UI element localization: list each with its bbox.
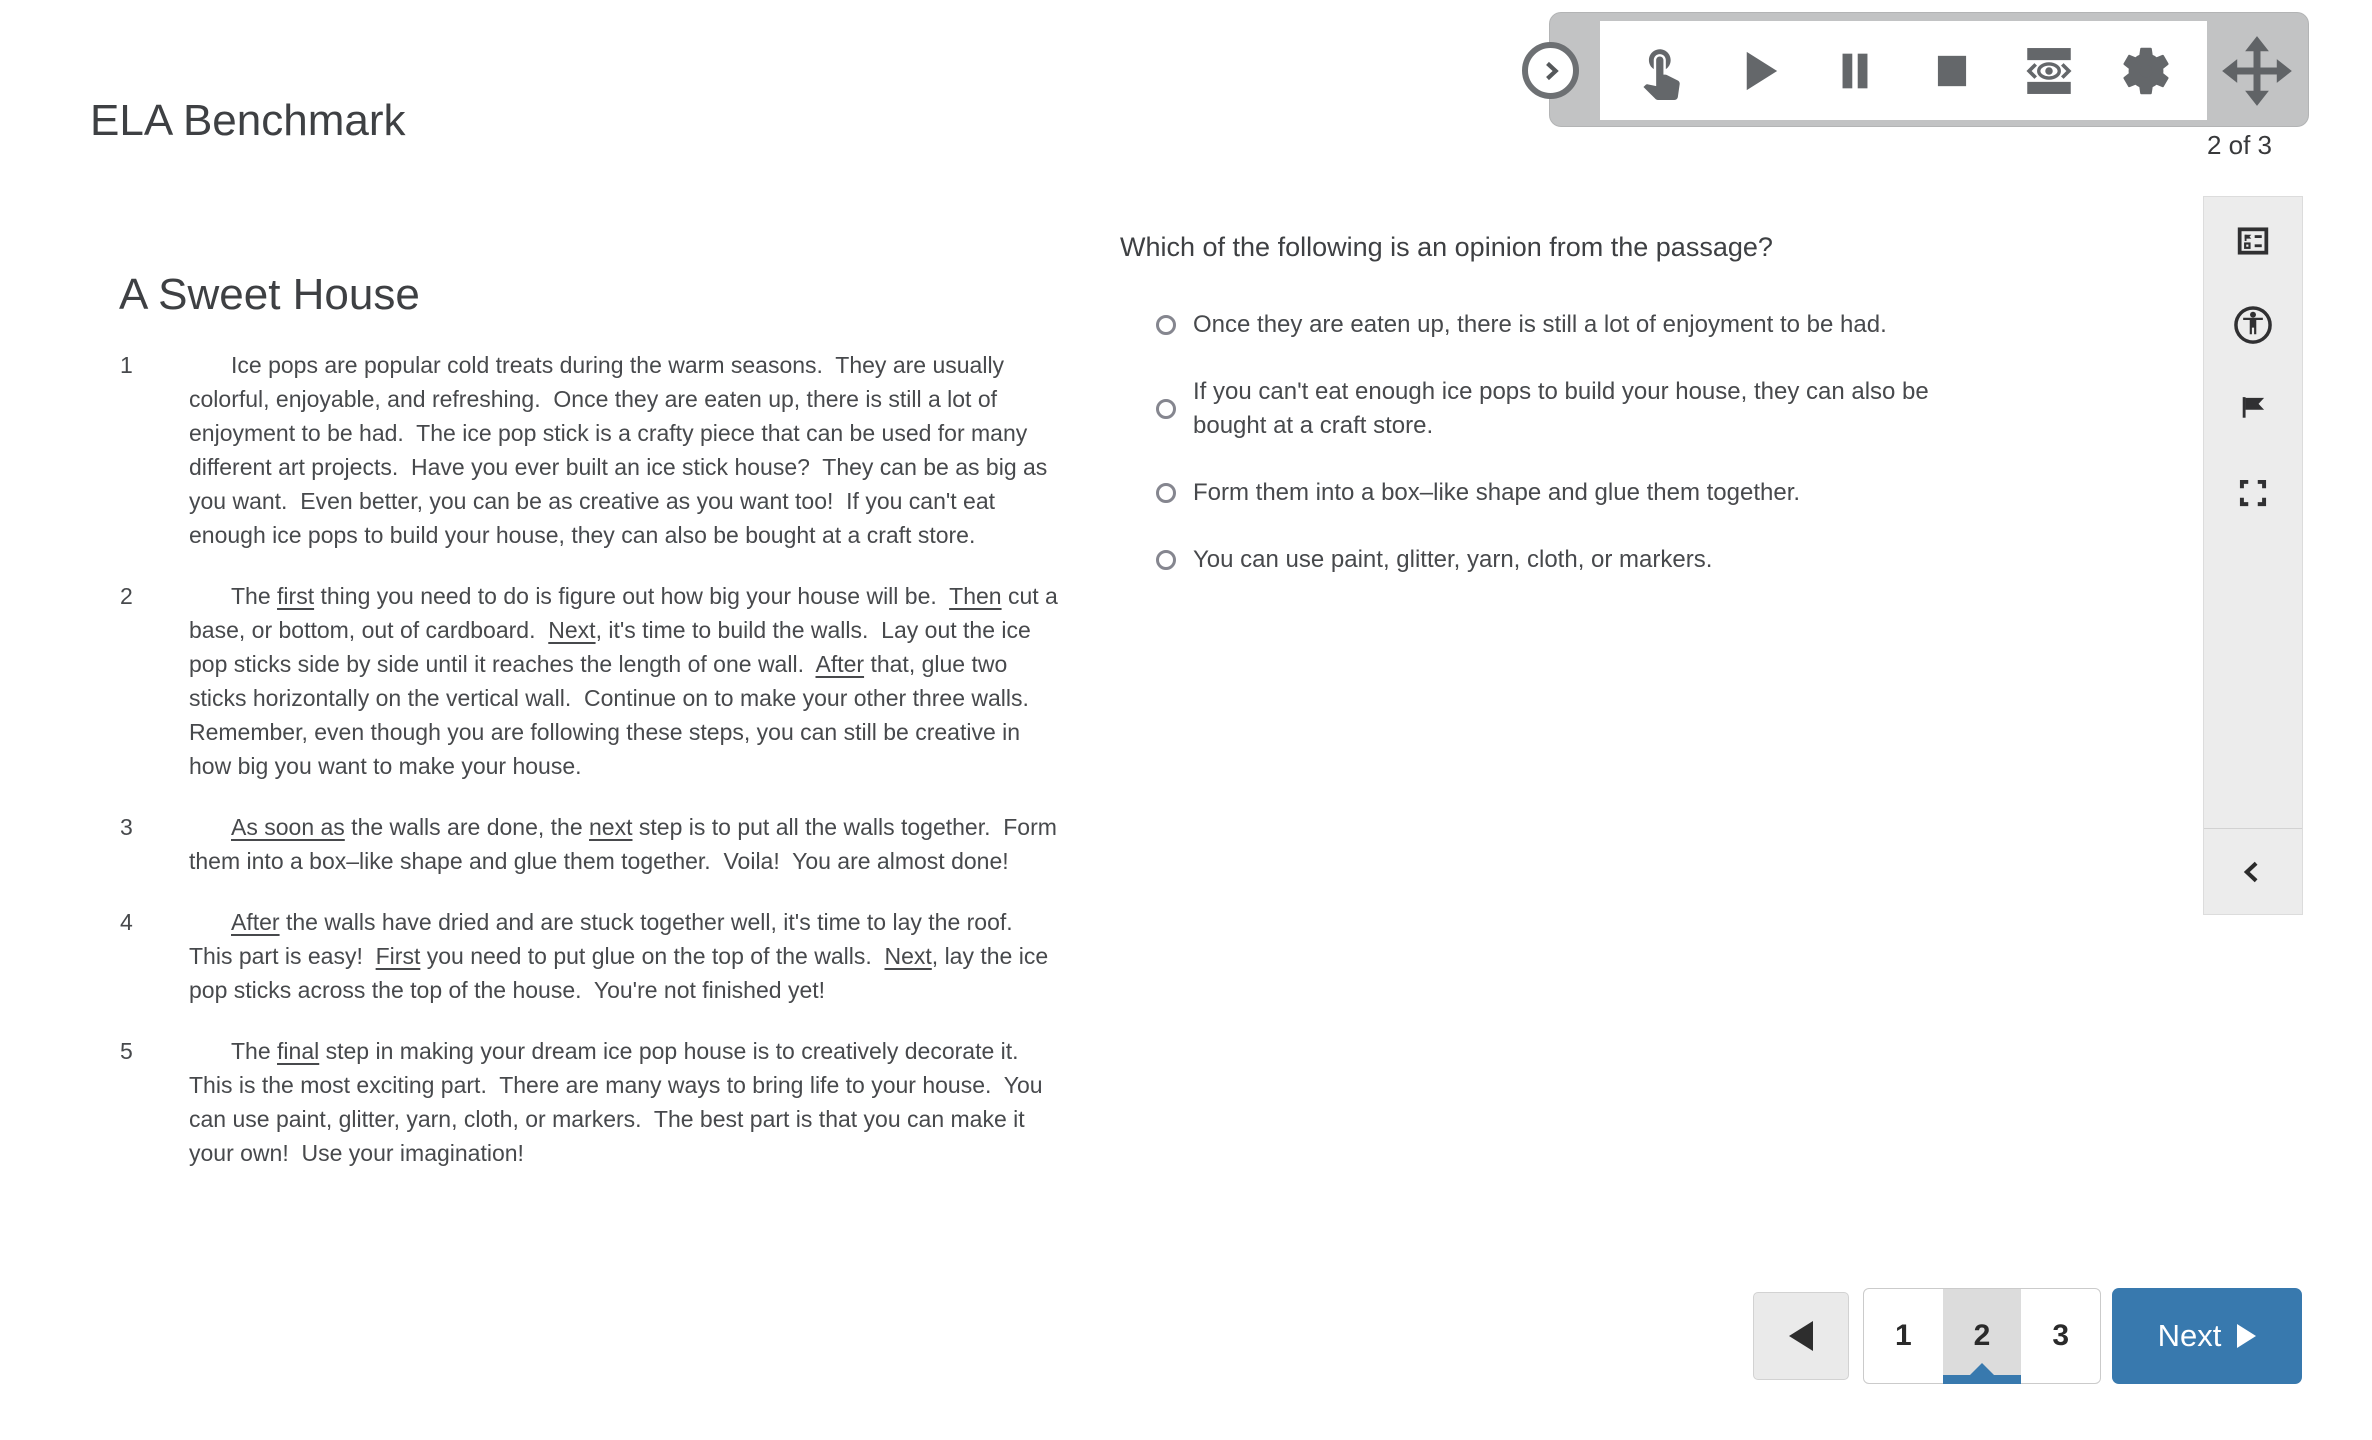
paragraph-text: Ice pops are popular cold treats during the warm seasons. They are usually colorful, enjoyable, and refreshing. Once they are eaten up, there is still a lot of enjoyment to be had. The ice pop stick is a crafty piece that can be used for many different art projects. Have you ever built an ice stick house? They can be as big as you want. Even better, you can be as creative as you want too! If you can't eat enough ice pops to build your house, they can also be bought at a craft store. — [189, 352, 1054, 548]
settings-icon — [2117, 42, 2175, 100]
sidebar-collapse-button[interactable] — [2204, 828, 2302, 914]
answer-option-label: Form them into a box–like shape and glue them together. — [1193, 479, 1801, 506]
answer-option-label: If you can't eat enough ice pops to build your house, they can also be bought at a craft store. — [1193, 378, 1929, 439]
flag-button[interactable] — [2231, 389, 2275, 429]
page-title: ELA Benchmark — [90, 96, 406, 145]
paragraph-text: The first thing you need to do is figure out how big your house will be. Then cut a base, or bottom, out of cardboard. Next, it's time to build the walls. Lay out the ice pop sticks side by side until it reaches the length of one wall. After that, glue two sticks horizontally on the vertical wall. Continue on to make your other three walls. Remember, even though you are following these steps, you can still be creative in how big you want to make your house. — [189, 583, 1065, 779]
toolbar-expand-button[interactable] — [1522, 42, 1579, 99]
paragraph-number: 1 — [120, 352, 133, 378]
sidebar-icon-stack — [2204, 197, 2302, 513]
passage-paragraphs — [120, 348, 1065, 1170]
settings-button[interactable] — [2110, 25, 2182, 117]
play-icon — [1731, 44, 1785, 98]
answer-option-label: Once they are eaten up, there is still a lot of enjoyment to be had. — [1193, 311, 1887, 338]
floating-toolbar — [1549, 12, 2309, 127]
accessibility-button[interactable] — [2231, 305, 2275, 345]
paragraph-number: 5 — [120, 1038, 133, 1064]
answer-option-label: You can use paint, glitter, yarn, cloth, or markers. — [1193, 546, 1713, 573]
flag-icon — [2234, 390, 2272, 428]
stop-icon — [1926, 45, 1978, 97]
next-arrow-icon — [2237, 1324, 2256, 1348]
pause-button[interactable] — [1819, 25, 1891, 117]
fullscreen-icon — [2234, 474, 2272, 512]
chevron-left-icon — [2238, 857, 2268, 887]
previous-page-button[interactable] — [1753, 1292, 1849, 1380]
paragraph-number: 4 — [120, 909, 133, 935]
passage-paragraph — [120, 579, 1065, 783]
question-info-button[interactable] — [2231, 221, 2275, 261]
move-handle-icon — [2219, 33, 2295, 109]
page-tab-label: 1 — [1894, 1319, 1912, 1352]
toolbar-drag-handle[interactable] — [2205, 13, 2308, 128]
options-list — [1156, 308, 1996, 577]
page-tab-label: 3 — [2052, 1319, 2070, 1352]
next-button[interactable] — [2112, 1288, 2302, 1384]
page-tabs — [1863, 1288, 2101, 1384]
paragraph-number: 2 — [120, 583, 133, 609]
page-tab-1[interactable] — [1864, 1289, 1943, 1383]
chevron-right-icon — [1537, 57, 1565, 85]
screen-mask-icon — [2020, 42, 2078, 100]
next-button-label: Next — [2157, 1318, 2222, 1353]
pointer-tool-button[interactable] — [1625, 25, 1697, 117]
pause-icon — [1829, 45, 1881, 97]
passage-paragraph — [120, 1034, 1065, 1170]
question-progress: 2 of 3 — [2206, 130, 2272, 160]
question-prompt: Which of the following is an opinion from the passage? — [1120, 232, 1773, 262]
page-tab-label: 2 — [1973, 1319, 1991, 1352]
page-tab-3[interactable] — [2021, 1289, 2100, 1383]
answer-option-1[interactable] — [1156, 308, 1996, 342]
radio-button[interactable] — [1156, 550, 1176, 570]
stop-button[interactable] — [1916, 25, 1988, 117]
paragraph-text: After the walls have dried and are stuck together well, it's time to lay the roof. This part is easy! First you need to put glue on the top of the walls. Next, lay the ice pop sticks across the top of the house. You're not finished yet! — [189, 909, 1055, 1003]
radio-button[interactable] — [1156, 315, 1176, 335]
play-button[interactable] — [1722, 25, 1794, 117]
answer-option-2[interactable] — [1156, 375, 1996, 443]
tools-sidebar — [2203, 196, 2303, 915]
passage-paragraph — [120, 905, 1065, 1007]
prev-arrow-icon — [1789, 1321, 1813, 1351]
passage-paragraph — [120, 810, 1065, 878]
radio-button[interactable] — [1156, 399, 1176, 419]
toolbar-icon-panel — [1600, 21, 2207, 120]
touch-pointer-icon — [1632, 42, 1690, 100]
paragraph-text: As soon as the walls are done, the next step is to put all the walls together. Form them into a box–like shape and glue them together. Voila! You are almost done! — [189, 814, 1064, 874]
paragraph-number: 3 — [120, 814, 133, 840]
current-page-indicator — [1943, 1375, 2022, 1384]
passage-title: A Sweet House — [119, 270, 420, 319]
answer-option-3[interactable] — [1156, 476, 1996, 510]
radio-button[interactable] — [1156, 483, 1176, 503]
answer-option-4[interactable] — [1156, 543, 1996, 577]
fullscreen-button[interactable] — [2231, 473, 2275, 513]
page-tab-2[interactable] — [1943, 1289, 2022, 1383]
screen-mask-button[interactable] — [2013, 25, 2085, 117]
passage-paragraph — [120, 348, 1065, 552]
question-info-icon — [2233, 221, 2273, 261]
accessibility-icon — [2232, 304, 2274, 346]
paragraph-text: The final step in making your dream ice pop house is to creatively decorate it. This is the most exciting part. There are many ways to bring life to your house. You can use paint, glitter, yarn, cloth, or markers. The best part is that you can make it your own! Use your imagination! — [189, 1038, 1049, 1166]
